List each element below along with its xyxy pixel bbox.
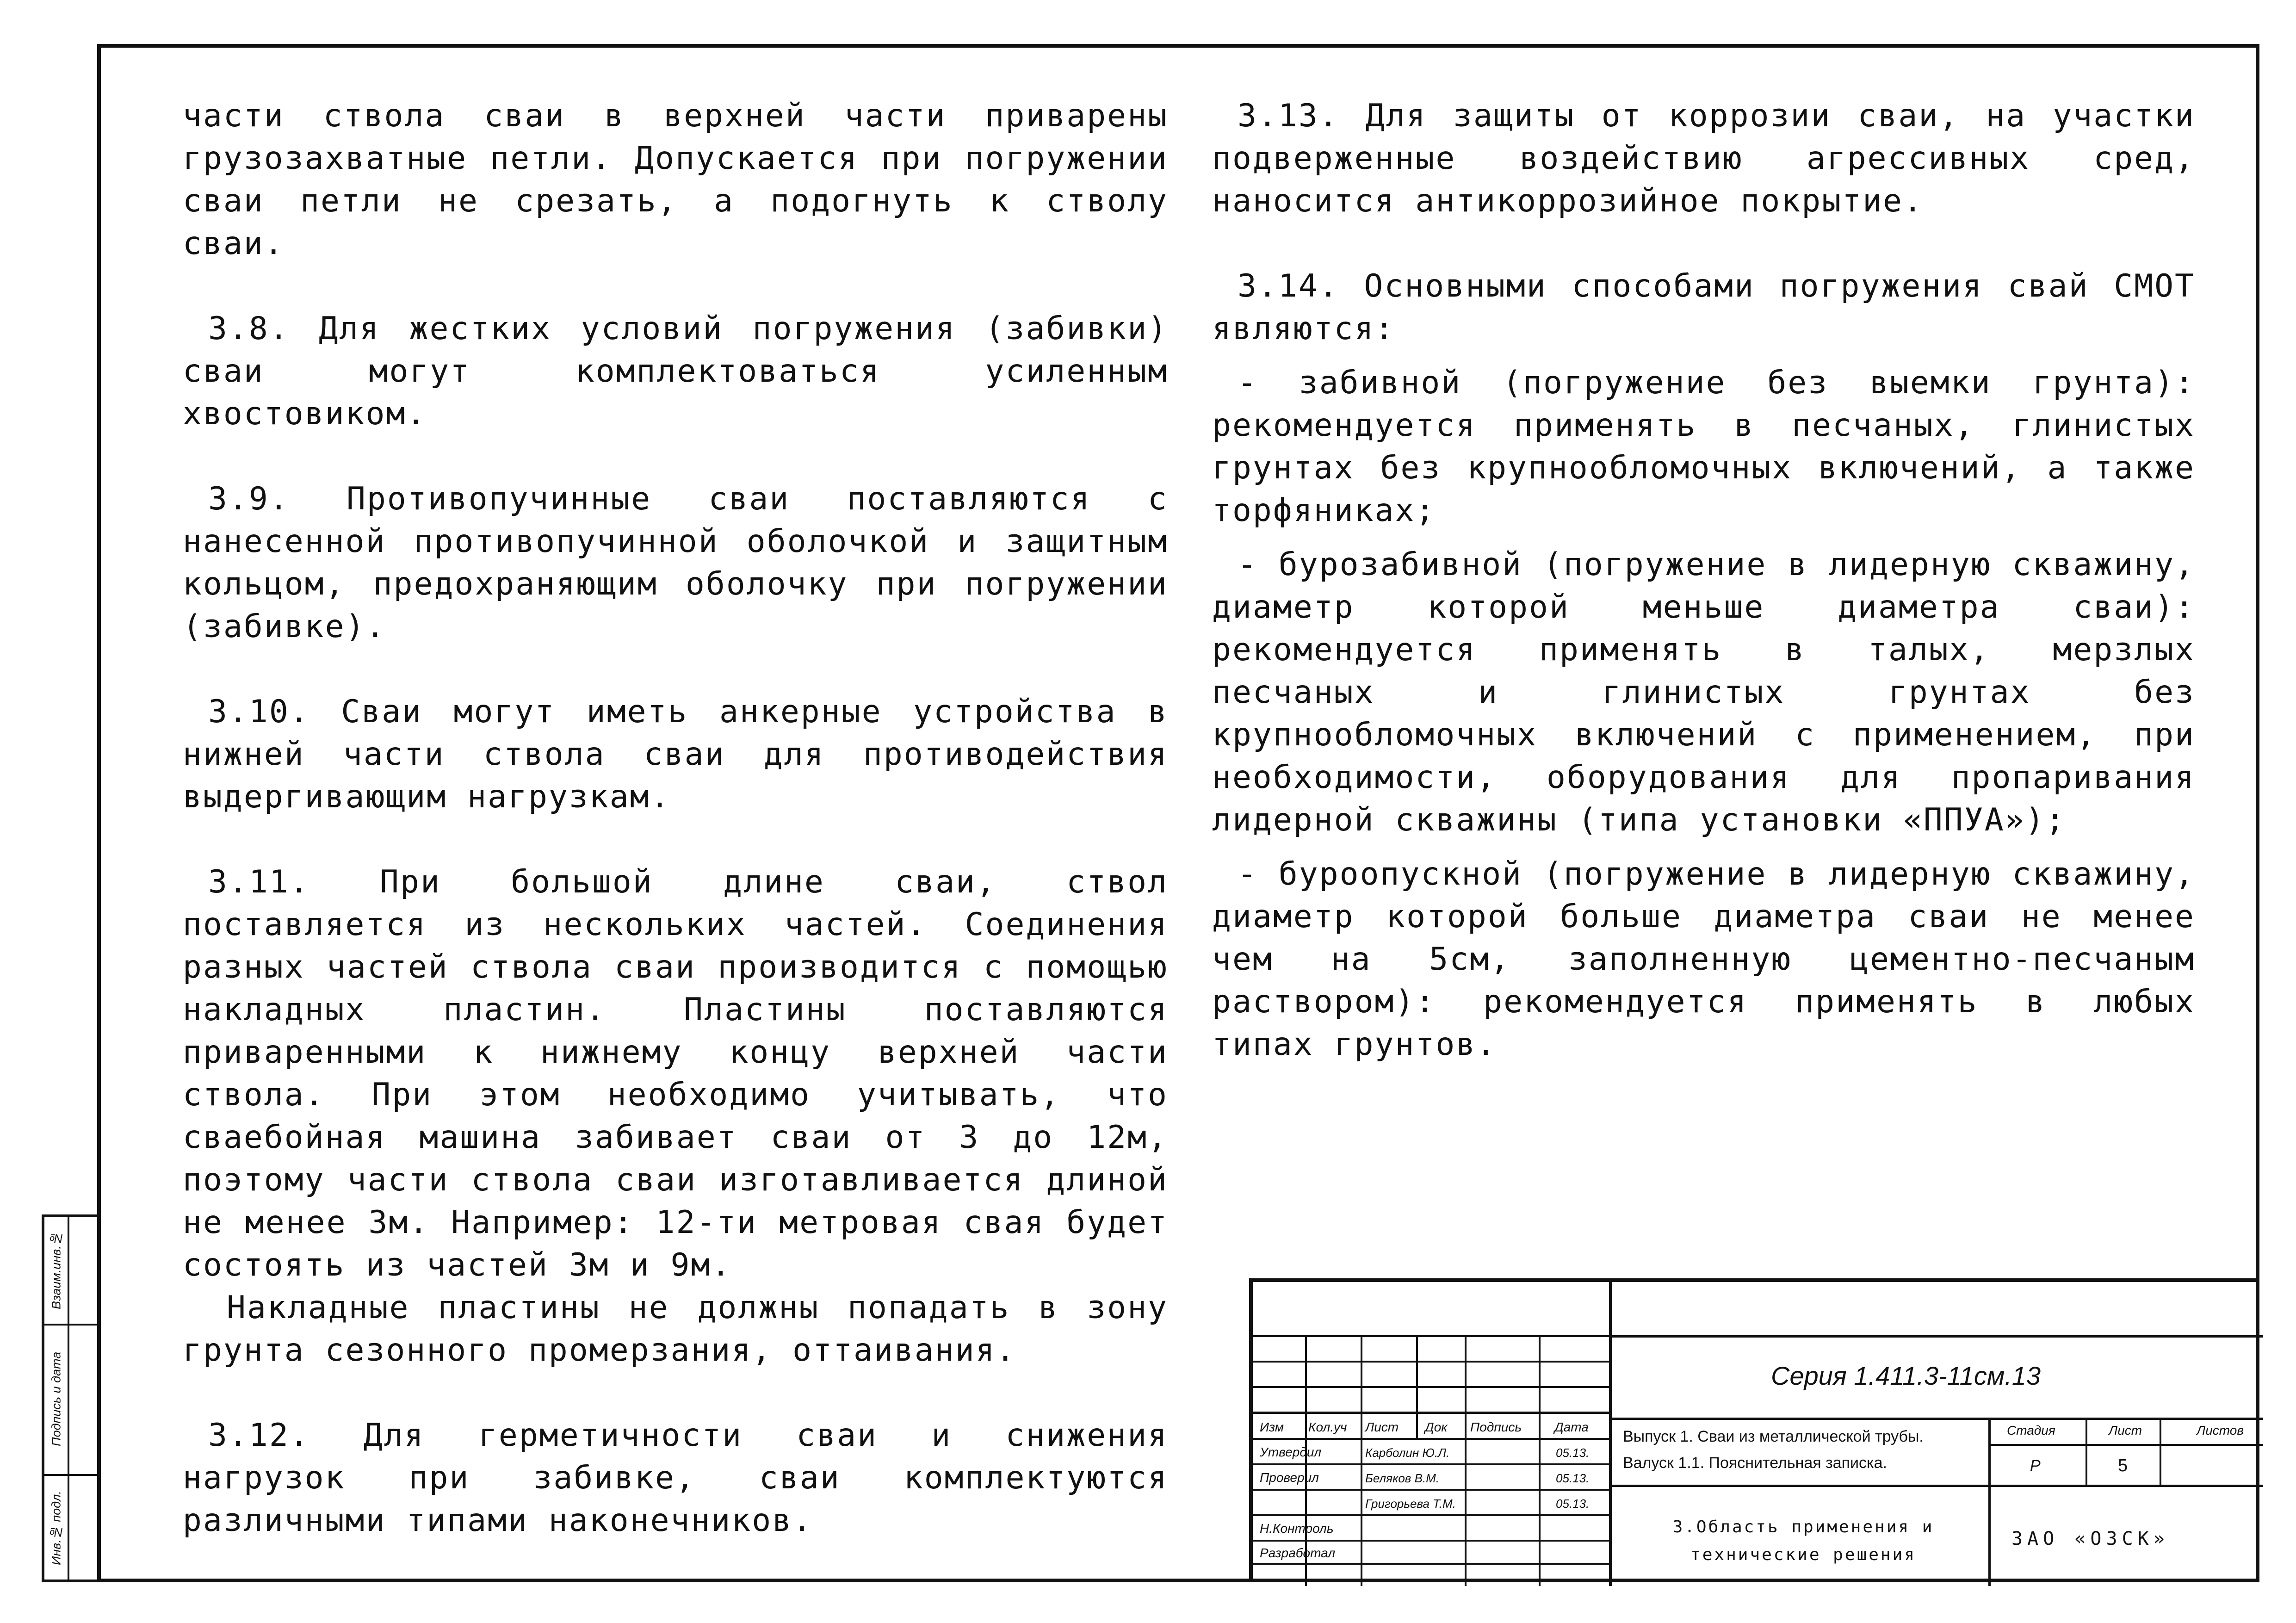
- right-text-column: [1212, 95, 2195, 1109]
- method-bored-driven: - бурозабивной (погружение в лидерную скважину, диаметр которой меньше диаметра сваи): рекомендуется применять в талых, мерзлых песчаных и глинистых грунтах без крупнообломочных включений с применением, при необходимости, оборудования для пропаривания лидерной скважины (типа установки «ППУА»);: [1212, 546, 2195, 838]
- col-header-date: Дата: [1554, 1420, 1589, 1434]
- date-checked: 05.13.: [1556, 1471, 1590, 1485]
- paragraph-3-14: 3.14. Основными способами погружения свай СМОТ являются:: [1212, 268, 2195, 347]
- paragraph-3-10: 3.10. Сваи могут иметь анкерные устройства в нижней части ствола сваи для противодействия выдергивающим нагрузкам.: [183, 694, 1168, 815]
- paragraph-3-11-note: Накладные пластины не должны попадать в зону грунта сезонного промерзания, оттаивания.: [183, 1289, 1168, 1369]
- title-block: [1249, 1278, 2259, 1582]
- side-label-original-inv: Инв.№ подл.: [49, 1491, 63, 1566]
- side-stamp: [42, 1214, 97, 1582]
- col-header-doc: Док: [1425, 1420, 1448, 1434]
- role-developed: Разработал: [1260, 1546, 1336, 1560]
- method-driven: - забивной (погружение без выемки грунта): рекомендуется применять в песчаных, глинистых грунтах без крупнообломочных включений, а также торфяниках;: [1212, 365, 2195, 529]
- stage-value: Р: [2030, 1457, 2041, 1474]
- col-header-sheet: Лист: [1365, 1420, 1399, 1434]
- issue-line-2: Валуск 1.1. Пояснительная записка.: [1623, 1454, 1887, 1472]
- organization-name: ЗАО «ОЗСК»: [2011, 1528, 2169, 1549]
- section-title-line-2: технические решения: [1690, 1545, 1916, 1564]
- left-text-column: [183, 95, 1168, 1585]
- sheet-label: Лист: [2109, 1423, 2142, 1437]
- paragraph-3-8: 3.8. Для жестких условий погружения (забивки) сваи могут комплектоваться усиленным хвостовиком.: [183, 310, 1168, 432]
- issue-line-1: Выпуск 1. Сваи из металлической трубы.: [1623, 1428, 1924, 1445]
- section-title-line-1: 3.Область применения и: [1672, 1518, 1934, 1536]
- side-label-replaced-inv: Взаим.инв.№: [49, 1232, 63, 1309]
- col-header-signature: Подпись: [1470, 1420, 1522, 1434]
- role-approved: Утвердил: [1260, 1445, 1322, 1459]
- col-header-count: Кол.уч: [1308, 1420, 1347, 1434]
- col-header-change: Изм: [1260, 1420, 1284, 1434]
- date-approved: 05.13.: [1556, 1446, 1590, 1460]
- paragraph-3-9: 3.9. Противопучинные сваи поставляются с нанесенной противопучинной оболочкой и защитным кольцом, предохраняющим оболочку при погружении (забивке).: [183, 481, 1168, 645]
- stage-label: Стадия: [2007, 1423, 2055, 1437]
- name-checked: Беляков В.М.: [1365, 1471, 1440, 1485]
- date-third: 05.13.: [1556, 1497, 1590, 1511]
- name-third: Григорьева Т.М.: [1365, 1497, 1456, 1511]
- method-bored-lowered: - буроопускной (погружение в лидерную скважину, диаметр которой больше диаметра сваи не менее чем на 5см, заполненную цементно-песчаным раствором): рекомендуется применять в любых типах грунтов.: [1212, 856, 2195, 1063]
- paragraph-3-13: 3.13. Для защиты от коррозии сваи, на участки подверженные воздействию агрессивных сред, наносится антикоррозийное покрытие.: [1212, 98, 2195, 219]
- paragraph-3-11: 3.11. При большой длине сваи, ствол поставляется из нескольких частей. Соединения разных частей ствола сваи производится с помощью накладных пластин. Пластины поставляются приваренными к нижнему концу верхней части ствола. При этом необходимо учитывать, что сваебойная машина забивает сваи от 3 до 12м, поэтому части ствола сваи изготавливается длиной не менее 3м. Например: 12-ти метровая свая будет состоять из частей 3м и 9м.: [183, 864, 1168, 1283]
- role-norm-control: Н.Контроль: [1260, 1521, 1334, 1536]
- sheet-value: 5: [2118, 1456, 2128, 1475]
- paragraph-3-12: 3.12. Для герметичности сваи и снижения нагрузок при забивке, сваи комплектуются различными типами наконечников.: [183, 1417, 1168, 1539]
- side-label-signature-date: Подпись и дата: [49, 1351, 63, 1446]
- section-title: [1618, 1513, 1988, 1569]
- name-approved: Карболин Ю.Л.: [1365, 1446, 1450, 1460]
- series-number: Серия 1.411.3-11см.13: [1771, 1361, 2041, 1390]
- paragraph-3-7-cont: части ствола сваи в верхней части приварены грузозахватные петли. Допускается при погружении сваи петли не срезать, а подогнуть к стволу сваи.: [183, 98, 1168, 262]
- role-checked: Проверил: [1260, 1470, 1319, 1485]
- sheets-label: Листов: [2197, 1423, 2244, 1437]
